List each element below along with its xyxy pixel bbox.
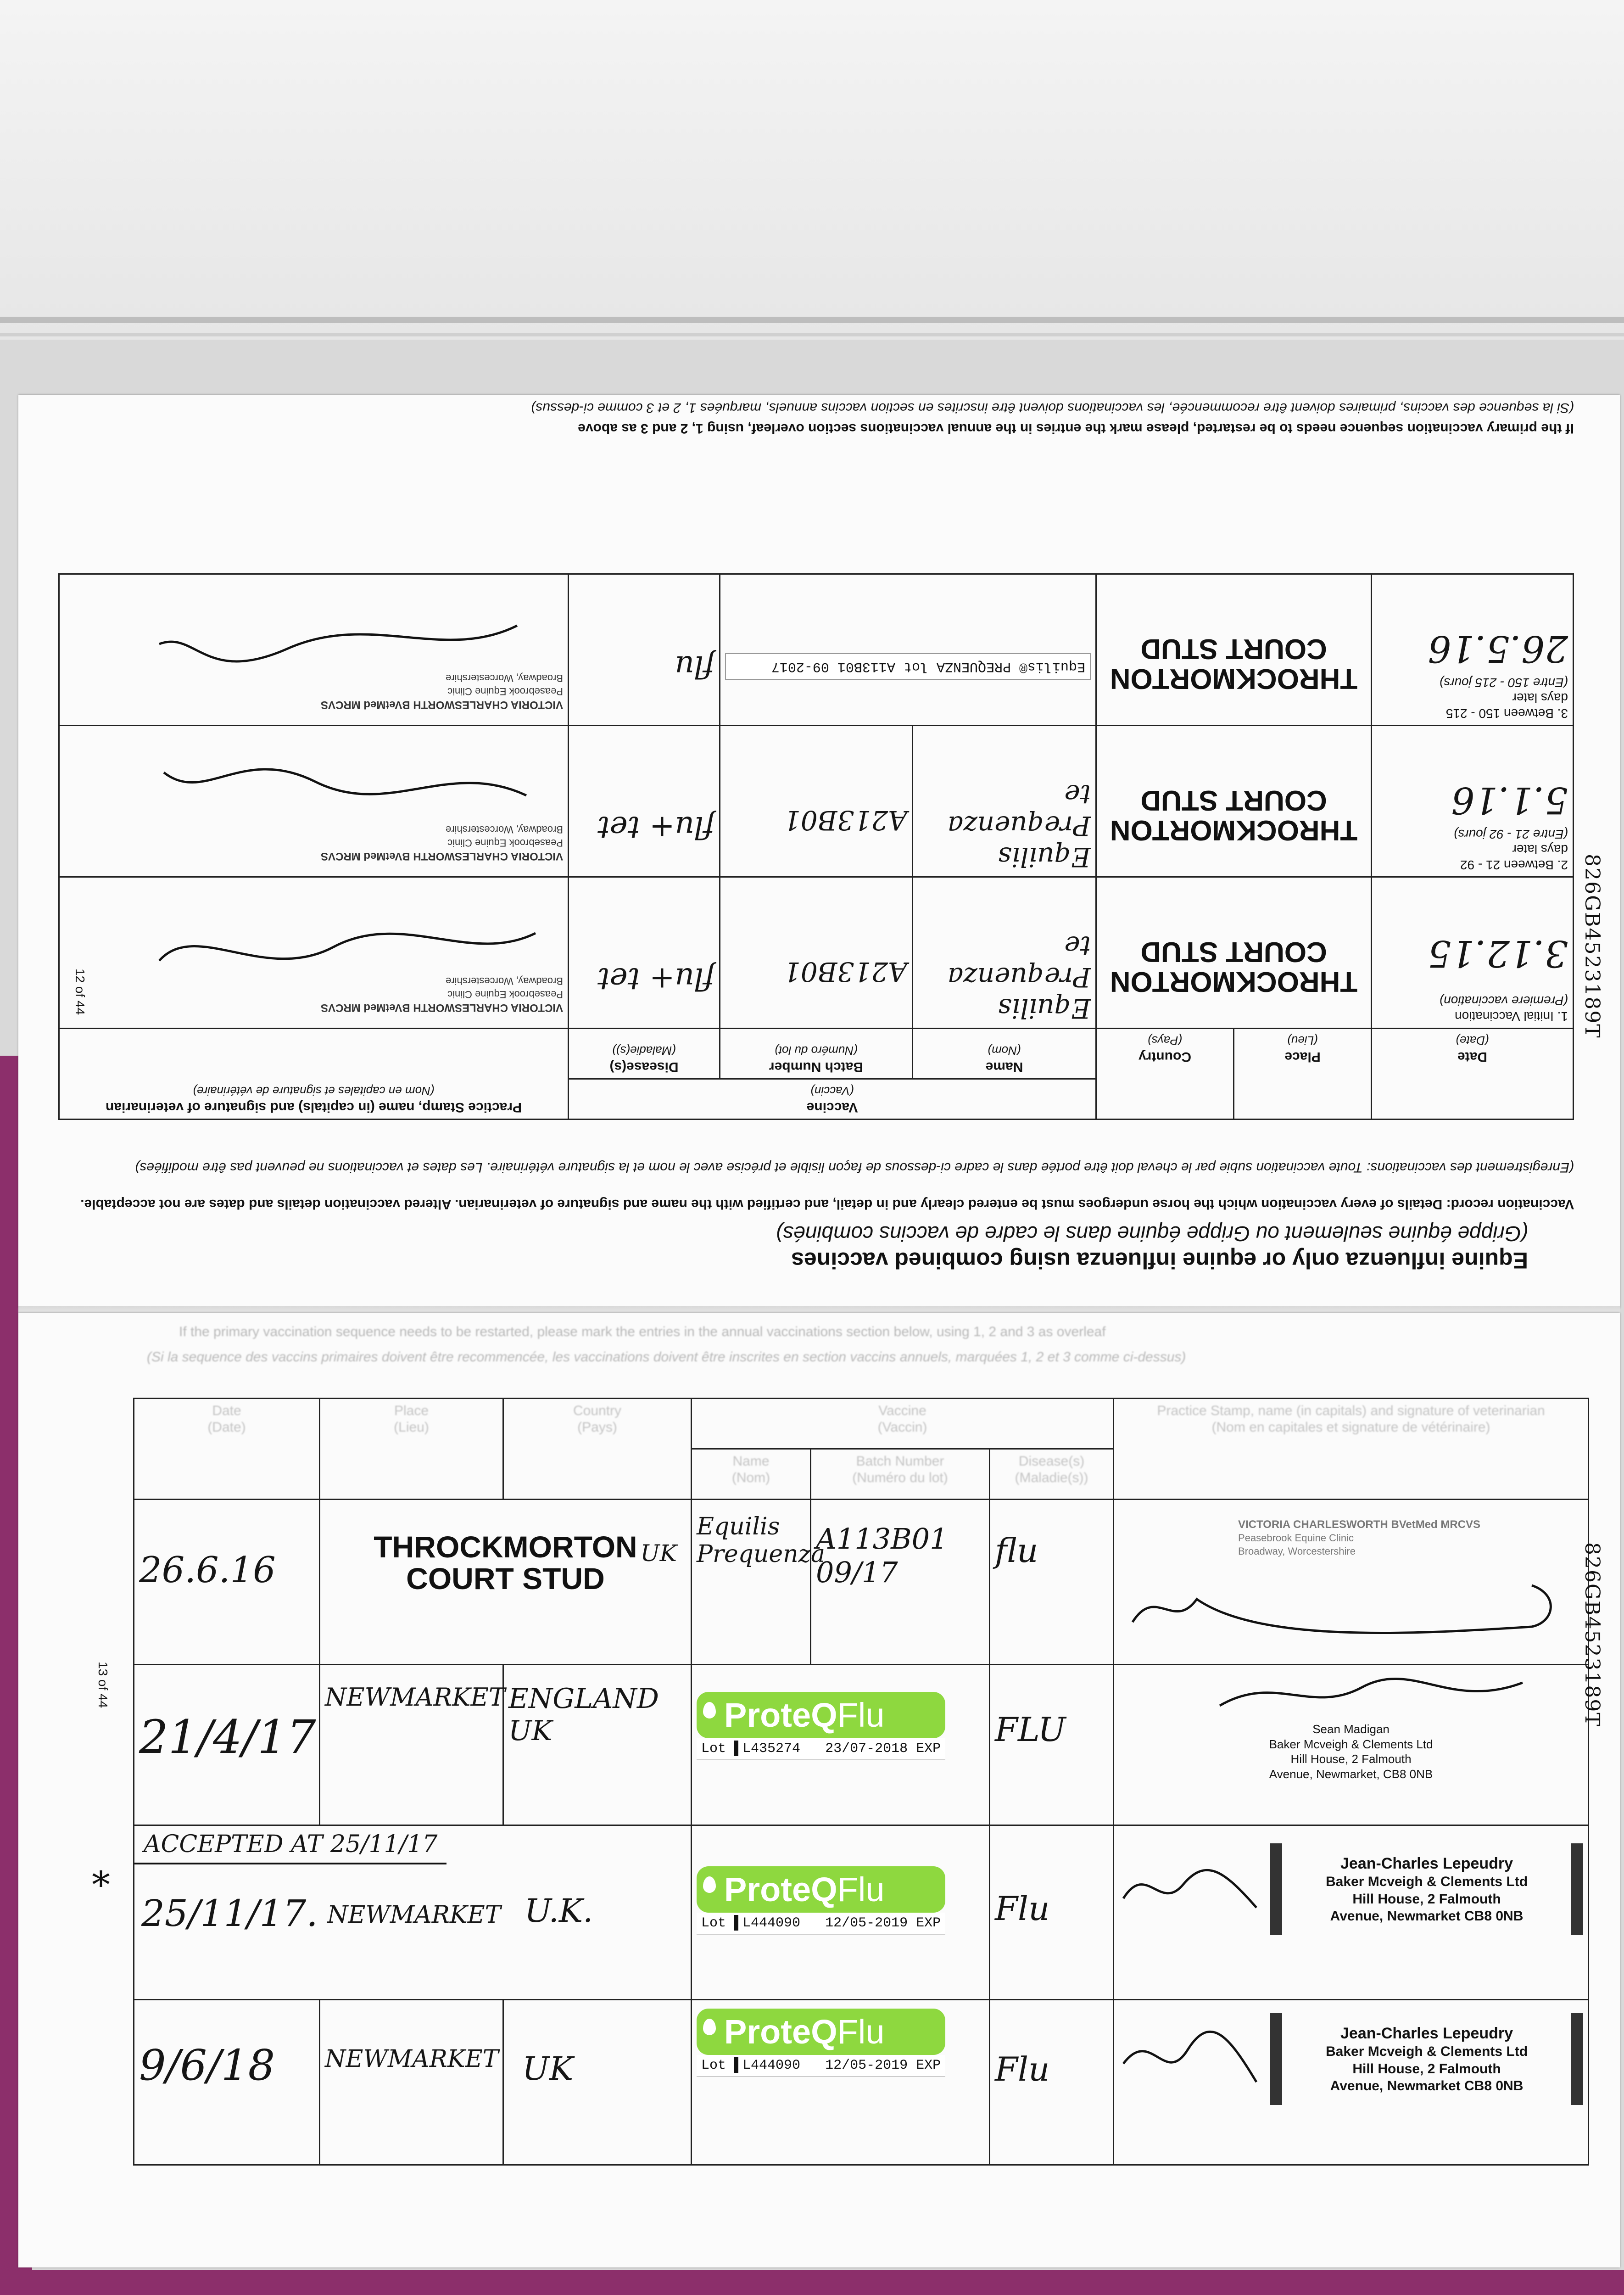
proteqflu-sticker: ProteQFlu Lot ▌L444090 12/05-2019 EXP <box>697 1866 945 1935</box>
vet-signature <box>1211 1669 1532 1719</box>
upper-vaccination-table <box>58 573 1574 1120</box>
lower-row-2-country: ENGLAND UK <box>503 1665 692 1825</box>
upper-page-subtitle: (Grippe équine seulement ou Grippe équine dans le cadre de vaccins combinés) <box>776 1222 1528 1246</box>
upper-row-2-place: THROCKMORTON COURT STUD <box>1096 726 1372 877</box>
lower-row-1-disease: flu <box>990 1500 1114 1665</box>
upper-footer-en: If the primary vaccination sequence needs to be restarted, please mark the entries in the annual vaccinations section overleaf, using 1, 2 and 3 as above <box>578 421 1574 436</box>
table-row <box>59 877 1574 1029</box>
lower-row-2-vet-stamp: Sean Madigan Baker Mcveigh & Clements Ltd Hill House, 2 Falmouth Avenue, Newmarket, CB8 0NB <box>1114 1665 1589 1825</box>
lower-row-3-date-place-country <box>134 1825 692 2000</box>
lower-header-vaccine: Vaccine (Vaccin) <box>692 1399 1114 1449</box>
upper-row-2-date-cell <box>1372 726 1574 877</box>
lower-row-4-disease: Flu <box>990 2000 1114 2165</box>
row-label: 3. Between 150 - 215 <box>1445 706 1568 721</box>
upper-header-batch: Batch Number (Numéro du lot) <box>720 1029 913 1079</box>
row-label-fr: (Premiere vaccination) <box>1439 994 1568 1008</box>
upper-row-3-disease: flu <box>569 574 720 726</box>
lower-header-date: Date (Date) <box>134 1399 320 1500</box>
vet-signature <box>1119 1843 1270 1935</box>
upper-row-2-vet-stamp: VICTORIA CHARLESWORTH BVetMed MRCVS Peasebrook Equine Clinic Broadway, Worcestershire <box>59 726 569 877</box>
accepted-note: ACCEPTED AT 25/11/17 <box>134 1826 446 1864</box>
passport-cover-bottom <box>0 2270 1624 2295</box>
upper-row-3-date-cell <box>1372 574 1574 726</box>
lower-row-2-disease: FLU <box>990 1665 1114 1825</box>
vet-signature <box>150 603 563 672</box>
lower-row-4-place: NEWMARKET <box>320 2000 503 2165</box>
lower-header-batch: Batch Number (Numéro du lot) <box>811 1449 990 1500</box>
upper-header-name: Name (Nom) <box>913 1029 1096 1079</box>
lower-row-2-date: 21/4/17 <box>134 1665 320 1825</box>
lower-vaccination-table <box>133 1398 1589 2166</box>
lower-row-2-sticker-cell <box>692 1665 990 1825</box>
upper-row-2-batch: A213B01 <box>720 726 913 877</box>
lower-row-3-sticker-cell <box>692 1825 990 2000</box>
vaccination-date: 25/11/17. <box>141 1892 318 1935</box>
lower-row-1-place: THROCKMORTON COURT STUD UK <box>320 1500 692 1665</box>
upper-page <box>18 395 1620 1308</box>
stamp-bar-left <box>1270 1843 1282 1935</box>
table-row <box>134 1665 1589 1825</box>
upper-row-3-sticker-cell <box>720 574 1096 726</box>
lower-row-1-date: 26.6.16 <box>134 1500 320 1665</box>
upper-row-2-disease: flu+ tet <box>569 726 720 877</box>
vaccination-place: NEWMARKET <box>327 1901 501 1929</box>
upper-header-place: Place (Lieu) <box>1234 1029 1372 1120</box>
lower-row-3-disease: Flu <box>990 1825 1114 2000</box>
lower-ghost-line-fr: (Si la sequence des vaccins primaires doivent être recommencée, les vaccinations doivent être inscrites en section vaccins annuels, marquées 1, 2 et 3 comme ci-dessus) <box>147 1349 1186 1365</box>
stamp-bar-right <box>1571 2013 1583 2105</box>
lower-row-1-name: Equilis Prequenza <box>692 1500 811 1665</box>
upper-page-rotated-content <box>18 395 1620 1308</box>
vet-signature <box>1119 2013 1270 2105</box>
table-row <box>134 1825 1589 2000</box>
country-handwritten: UK <box>640 1539 677 1567</box>
row-label-fr: (Entre 21 - 92 jours) <box>1454 827 1568 841</box>
row-label: 1. Initial Vaccination <box>1455 1009 1568 1024</box>
lower-row-4-date: 9/6/18 <box>134 2000 320 2165</box>
row-label-days: days later <box>1512 842 1568 857</box>
lower-ghost-line-en: If the primary vaccination sequence needs to be restarted, please mark the entries in the annual vaccinations section below, using 1, 2 and 3 as overleaf <box>179 1324 1106 1339</box>
vaccination-country: U.K. <box>525 1892 593 1930</box>
lower-row-1-vet-stamp: VICTORIA CHARLESWORTH BVetMed MRCVS Peasebrook Equine Clinic Broadway, Worcestershire <box>1114 1500 1589 1665</box>
lower-row-3-vet-stamp: Jean-Charles Lepeudry Baker Mcveigh & Clements Ltd Hill House, 2 Falmouth Avenue, Newmarket CB8 0NB <box>1114 1825 1589 2000</box>
row-label-fr: (Entre 150 - 215 jours) <box>1439 675 1568 690</box>
upper-row-1-disease: flu+ tet <box>569 877 720 1029</box>
vet-signature <box>1119 1558 1578 1640</box>
upper-header-country: Country (Pays) <box>1096 1029 1234 1120</box>
upper-row-3-vet-stamp: VICTORIA CHARLESWORTH BVetMed MRCVS Peasebrook Equine Clinic Broadway, Worcestershire <box>59 574 569 726</box>
margin-asterisk: * <box>92 1864 110 1906</box>
lower-page-number: 13 of 44 <box>96 1662 110 1708</box>
row-label: 2. Between 21 - 92 <box>1460 858 1568 872</box>
table-row <box>59 574 1574 726</box>
upper-header-disease: Disease(s) (Maladie(s)) <box>569 1029 720 1079</box>
vaccination-date: 3.12.15 <box>1428 932 1568 975</box>
upper-row-1-place: THROCKMORTON COURT STUD <box>1096 877 1372 1029</box>
upper-page-title: Equine influenza only or equine influenza using combined vaccines <box>791 1248 1528 1273</box>
lower-row-4-country: UK <box>503 2000 692 2165</box>
upper-instruction-fr: (Enregistrement des vaccinations: Toute vaccination subie par le cheval doit être portée dans le cadre ci-dessous de façon lisible et précise avec le nom et la signature vétérinaire. Les dates et vaccinations ne peuvent pas être modifiées) <box>135 1160 1574 1175</box>
lower-header-disease: Disease(s) (Maladie(s)) <box>990 1449 1114 1500</box>
scanner-lid-edge <box>0 317 1624 323</box>
vet-signature <box>150 906 563 974</box>
upper-row-1-date-cell <box>1372 877 1574 1029</box>
upper-serial-number: 826GB4523189T <box>1580 854 1604 1039</box>
vet-signature <box>150 754 563 823</box>
lower-row-4-sticker-cell <box>692 2000 990 2165</box>
stamp-bar-left <box>1270 2013 1282 2105</box>
upper-page-number: 12 of 44 <box>73 968 87 1015</box>
row-label-days: days later <box>1512 691 1568 705</box>
upper-row-1-vet-stamp: VICTORIA CHARLESWORTH BVetMed MRCVS Peasebrook Equine Clinic Broadway, Worcestershire <box>59 877 569 1029</box>
proteqflu-sticker: ProteQFlu Lot ▌L435274 23/07-2018 EXP <box>697 1692 945 1760</box>
upper-header-vaccine: Vaccine (Vaccin) <box>569 1079 1096 1120</box>
scanner-lid-edge-lower <box>0 333 1624 336</box>
lower-row-4-vet-stamp: Jean-Charles Lepeudry Baker Mcveigh & Clements Ltd Hill House, 2 Falmouth Avenue, Newmarket CB8 0NB <box>1114 2000 1589 2165</box>
upper-instruction-en: Vaccination record: Details of every vaccination which the horse undergoes must be entered clearly and in detail, and certified with the name and signature of veterinarian. Altered vaccination details and dates are not acceptable. <box>80 1197 1574 1212</box>
upper-row-3-place: THROCKMORTON COURT STUD <box>1096 574 1372 726</box>
proteqflu-sticker: ProteQFlu Lot ▌L444090 12/05-2019 EXP <box>697 2009 945 2077</box>
lower-header-stamp: Practice Stamp, name (in capitals) and signature of veterinarian (Nom en capitales et signature de vétérinaire) <box>1114 1399 1589 1500</box>
vaccination-date: 26.5.16 <box>1428 627 1568 671</box>
upper-row-1-batch: A213B01 <box>720 877 913 1029</box>
upper-row-1-name: Equilis Prequenza te <box>913 877 1096 1029</box>
upper-footer-fr: (Si la sequence des vaccins, primaires doivent être recommencée, les vaccinations doivent être inscrites en section vaccins annuels, marquées 1, 2 et 3 comme ci-dessus) <box>531 400 1574 415</box>
equilis-sticker: Equilis® PREQUENZA lot A113B01 09-2017 <box>725 653 1091 680</box>
scanner-lid-background <box>0 0 1624 340</box>
lower-header-country: Country (Pays) <box>503 1399 692 1500</box>
table-row <box>134 1500 1589 1665</box>
vaccination-date: 5.1.16 <box>1451 779 1568 822</box>
lower-header-name: Name (Nom) <box>692 1449 811 1500</box>
upper-header-stamp: Practice Stamp, name (in capitals) and signature of veterinarian (Nom en capitales et signature de vétérinaire) <box>59 1029 569 1120</box>
lower-row-2-place: NEWMARKET <box>320 1665 503 1825</box>
table-row <box>59 726 1574 877</box>
lower-header-place: Place (Lieu) <box>320 1399 503 1500</box>
lower-page <box>18 1313 1620 2267</box>
lower-serial-number: 826GB4523189T <box>1580 1542 1604 1727</box>
stamp-bar-right <box>1571 1843 1583 1935</box>
lower-row-1-batch: A113B01 09/17 <box>811 1500 990 1665</box>
table-row <box>134 2000 1589 2165</box>
upper-row-2-name: Equilis Prequenza te <box>913 726 1096 877</box>
upper-header-date: Date (Date) <box>1372 1029 1574 1120</box>
